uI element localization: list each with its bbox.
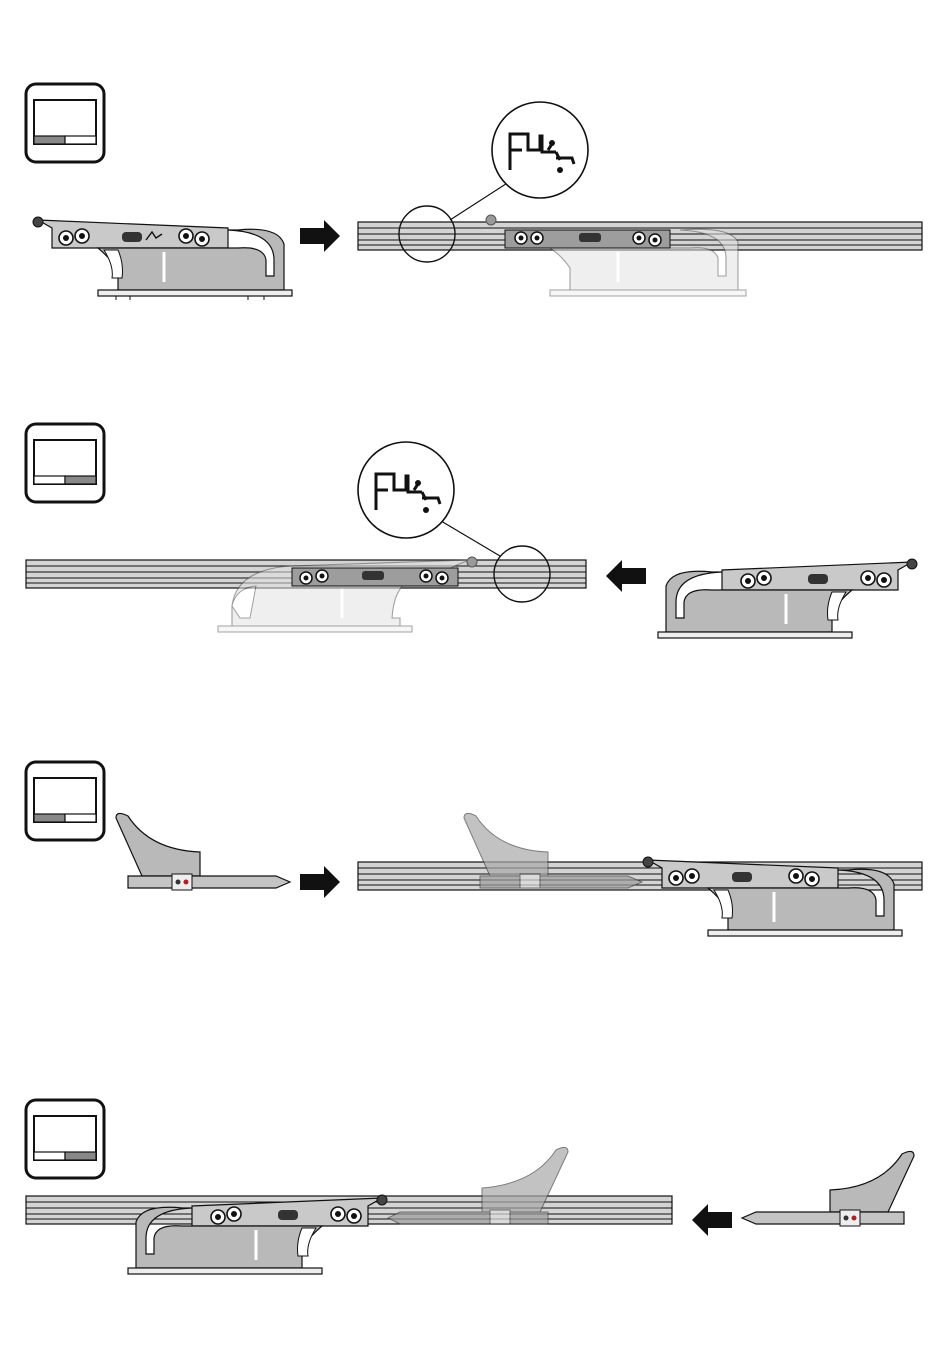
right-arrow-icon xyxy=(300,220,340,252)
stop-guide-in-rail xyxy=(388,1147,568,1224)
right-arrow-icon xyxy=(300,866,340,898)
step-3 xyxy=(26,762,922,936)
carriage xyxy=(33,217,292,300)
window-left-sash-icon xyxy=(26,762,104,840)
window-right-sash-icon xyxy=(26,1100,104,1178)
stop-guide-in-rail xyxy=(464,813,642,888)
window-right-sash-icon xyxy=(26,424,104,502)
left-arrow-icon xyxy=(606,560,646,592)
carriage xyxy=(643,857,902,936)
carriage xyxy=(658,559,917,638)
step-4 xyxy=(26,1100,914,1274)
left-arrow-icon xyxy=(692,1204,732,1236)
step-2 xyxy=(26,424,917,638)
carriage xyxy=(128,1195,387,1274)
stop-guide xyxy=(116,813,290,890)
stop-guide xyxy=(742,1151,914,1226)
step-1 xyxy=(26,84,922,300)
carriage-wheels-in-rail xyxy=(486,215,670,248)
window-left-sash-icon xyxy=(26,84,104,162)
